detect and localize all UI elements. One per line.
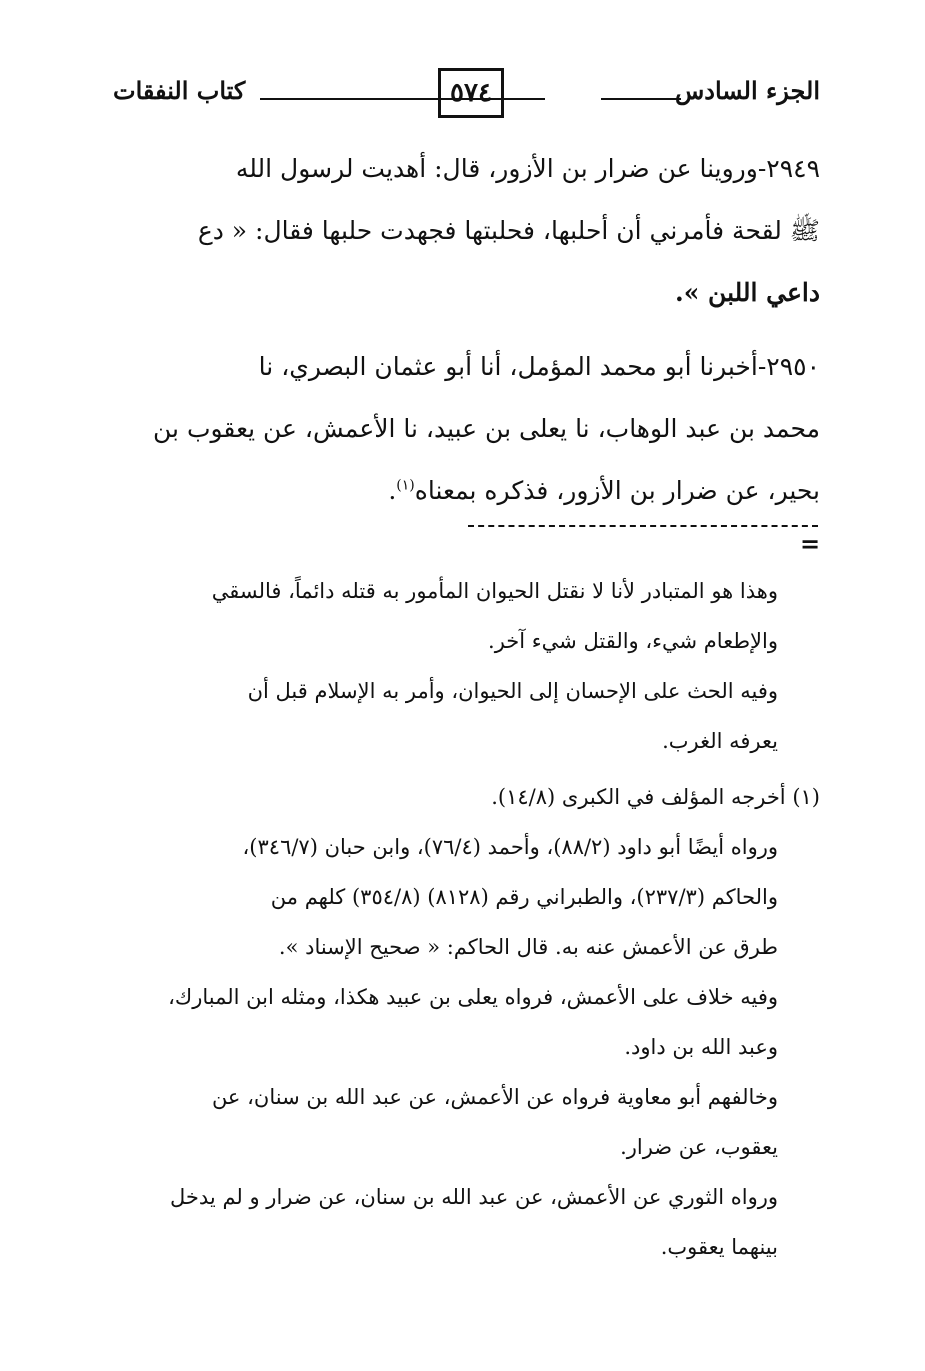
footnote-line: والحاكم (٢٣٧/٣)، والطبراني رقم (٨١٢٨) (٣٥٤/٨) كلهم من xyxy=(270,885,778,909)
footnote-1: (١) أخرجه المؤلف في الكبرى (١٤/٨). xyxy=(491,785,820,809)
hadith-2949 xyxy=(105,138,820,324)
main-text xyxy=(105,138,820,522)
footnote-ref: (١) xyxy=(396,477,415,494)
text-line: ٢٩٤٩-وروينا عن ضرار بن الأزور، قال: أهديت لرسول الله xyxy=(235,154,820,183)
header-rule-left xyxy=(260,98,545,100)
footnote-separator xyxy=(468,525,818,527)
footnote-line: طرق عن الأعمش عنه به. قال الحاكم: « صحيح الإسناد ». xyxy=(278,935,778,959)
text-line: محمد بن عبد الوهاب، نا يعلى بن عبيد، نا الأعمش، عن يعقوب بن xyxy=(153,414,820,443)
hadith-2950 xyxy=(105,336,820,522)
footnotes xyxy=(105,566,820,1272)
footnote-line: وخالفهم أبو معاوية فرواه عن الأعمش، عن عبد الله بن سنان، عن xyxy=(211,1085,778,1109)
header-rule-right xyxy=(601,98,681,100)
text-line: ﷺ لقحة فأمرني أن أحلبها، فحلبتها فجهدت حلبها فقال: « دع xyxy=(197,216,820,245)
footnote-line: والإطعام شيء، والقتل شيء آخر. xyxy=(488,629,778,653)
text-end: . xyxy=(388,476,397,505)
footnote-line: ورواه أيضًا أبو داود (٨٨/٢)، وأحمد (٧٦/٤)، وابن حبان (٣٤٦/٧)، xyxy=(242,835,778,859)
text-line: ٢٩٥٠-أخبرنا أبو محمد المؤمل، أنا أبو عثمان البصري، نا xyxy=(258,352,820,381)
text-line: داعي اللبن ». xyxy=(675,278,820,307)
running-head-book: كتاب النفقات xyxy=(113,76,246,105)
footnote-line: وعبد الله بن داود. xyxy=(624,1035,778,1059)
footnote-line: ورواه الثوري عن الأعمش، عن عبد الله بن سنان، عن ضرار و لم يدخل xyxy=(170,1185,778,1209)
footnote-line: وفيه خلاف على الأعمش، فرواه يعلى بن عبيد هكذا، ومثله ابن المبارك، xyxy=(168,985,778,1009)
running-head-part: الجزء السادس xyxy=(674,76,820,105)
text-line: بحير، عن ضرار بن الأزور، فذكره بمعناه xyxy=(414,476,820,505)
continuation-mark: = xyxy=(800,529,821,558)
footnote-line: وفيه الحث على الإحسان إلى الحيوان، وأمر به الإسلام قبل أن xyxy=(247,679,778,703)
footnote-line: بينهما يعقوب. xyxy=(660,1235,778,1259)
page-header xyxy=(105,62,820,124)
page-number: ٥٧٤ xyxy=(438,68,504,118)
footnote-line: يعقوب، عن ضرار. xyxy=(620,1135,778,1159)
footnote-line: وهذا هو المتبادر لأنا لا نقتل الحيوان المأمور به قتله دائماً، فالسقي xyxy=(211,579,778,603)
footnote-line: يعرفه الغرب. xyxy=(662,729,778,753)
